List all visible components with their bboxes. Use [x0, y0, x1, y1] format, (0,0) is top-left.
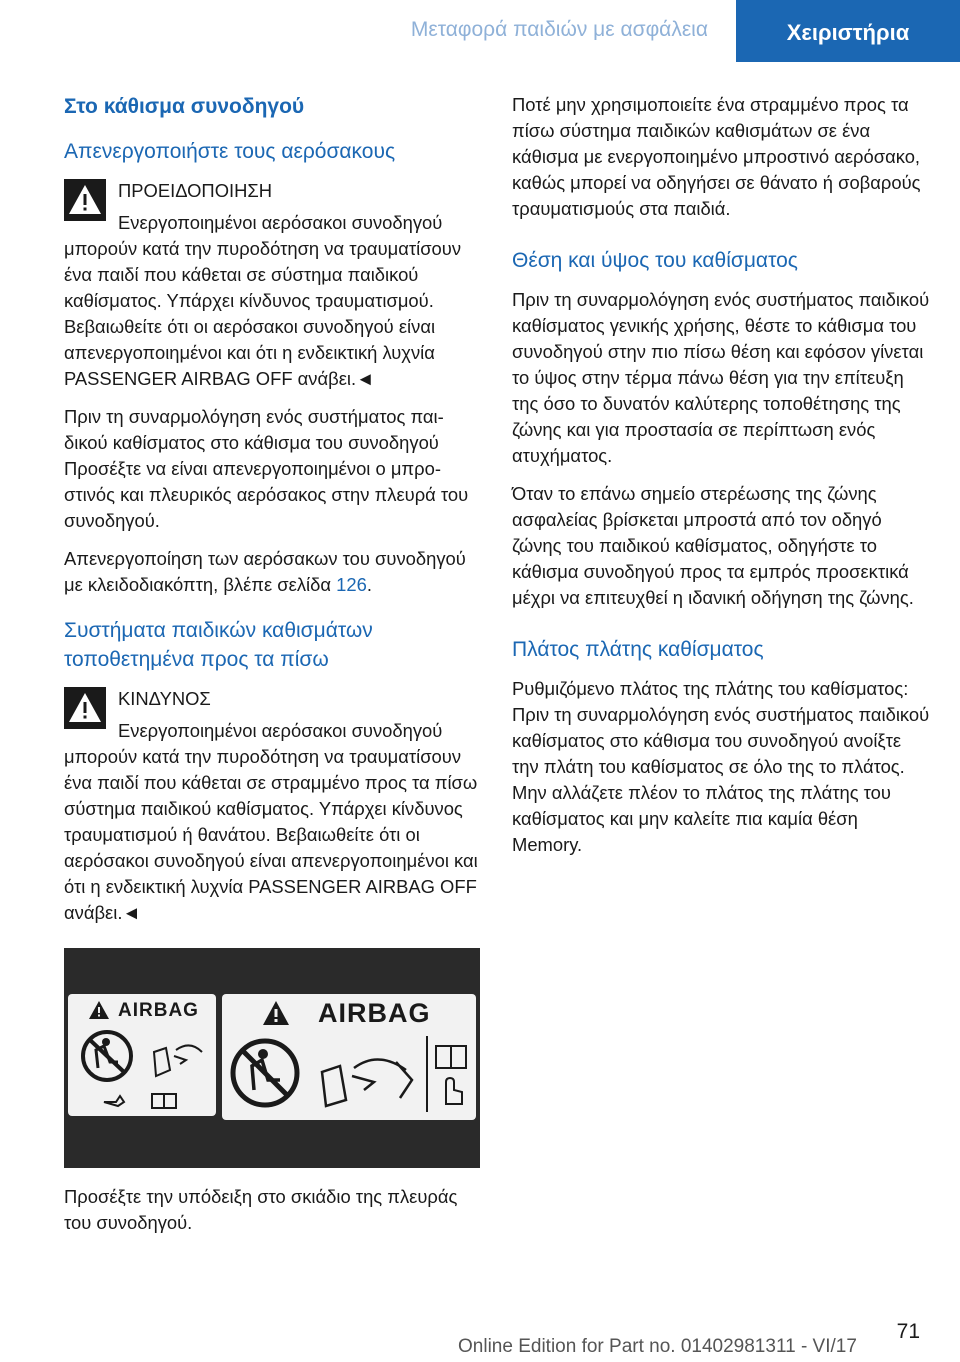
header-chapter-tab[interactable]: Χειριστήρια	[736, 0, 960, 62]
manual-reference-icon	[100, 1092, 190, 1110]
airbag-label-text: AIRBAG	[118, 1000, 199, 1021]
page-header	[0, 0, 960, 62]
paragraph: Όταν το επάνω σημείο στερέωσης της ζώνης ασφαλείας βρίσκεται μπροστά από τον οδηγό ζώνης του παιδικού καθίσματος, οδηγήστε το κάθισμα συνοδηγού προς τα εμπρός προσεκτικά μέχρι να επιτευχθεί η ιδανική οδήγηση της ζώνης.	[512, 483, 914, 608]
airbag-label-photo	[64, 948, 480, 1168]
paragraph: Πριν τη συναρμολόγηση ενός συστήματος παιδικού καθίσματος γενικής χρήσης, θέστε το κάθισμα του συνοδηγού στην πιο πίσω θέση και εφόσον γίνεται το ύψος στην τέρμα πάνω θέση για την επίτευξη της όσο το δυνατόν καλύτερης τοποθέτησης της ζώνης και για προστασία σε περίπτωση ενός ατυχήματος.	[512, 289, 930, 466]
airbag-deploy-icon	[146, 1030, 208, 1082]
no-child-seat-icon	[76, 1028, 138, 1084]
warning-text: Ενεργοποιημένοι αερόσακοι συνοδηγού μπορούν κατά την πυροδότηση να τραυματίσουν ένα παιδί που κάθεται σε σύστημα παιδικού καθίσματος. Υπάρχει κίνδυνος τραυματισμού. Βεβαιωθείτε ότι οι αερόσακοι συνοδηγού είναι απενεργοποιημένοι και ότι η ενδεικτική λυχνία PASSENGER AIRBAG OFF ανάβει.◄	[64, 212, 462, 389]
page-reference-link[interactable]: 126	[336, 574, 367, 595]
warning-triangle-icon	[88, 1000, 110, 1020]
danger-block	[64, 686, 480, 926]
airbag-label-text: AIRBAG	[318, 998, 431, 1028]
warning-label: ΠΡΟΕΙΔΟΠΟΙΗΣΗ	[118, 180, 273, 201]
warning-triangle-icon	[64, 179, 106, 221]
left-column	[64, 92, 480, 1248]
page-number: 71	[896, 1320, 920, 1343]
paragraph: Ρυθμιζόμενο πλάτος της πλάτης του καθίσματος: Πριν τη συναρμολόγηση ενός συστήματος παιδικού καθίσματος στο κάθισμα του συνοδηγού ανοίξτε την πλάτη του καθίσματος σε όλο της το πλάτος. Μην αλλάζετε πλέον το πλάτος της πλάτης του καθίσματος και μην καλείτε πια καμία θέση Memory.	[512, 678, 930, 855]
figure-caption: Προσέξτε την υπόδειξη στο σκιάδιο της πλευράς του συνοδηγού.	[64, 1186, 458, 1233]
danger-triangle-icon	[64, 687, 106, 729]
section-title: Στο κάθισμα συνοδηγού	[64, 95, 305, 118]
label-divider	[426, 1036, 428, 1112]
warning-block	[64, 178, 480, 392]
section-heading: Συστήματα παιδικών καθισμάτων τοποθετημένα προς τα πίσω	[64, 619, 373, 671]
airbag-label-small	[68, 994, 216, 1116]
paragraph-text: Απενεργοποίηση των αερόσακων του συνοδηγού με κλειδοδιακόπτη, βλέπε σελίδα	[64, 548, 466, 595]
manual-reference-icon	[434, 1044, 470, 1108]
no-child-seat-icon	[228, 1036, 302, 1110]
paragraph-end: .	[366, 574, 372, 595]
header-section-title: Μεταφορά παιδιών με ασφάλεια	[410, 18, 708, 41]
paragraph-with-reference	[64, 546, 480, 598]
danger-label: ΚΙΝΔΥΝΟΣ	[118, 688, 211, 709]
section-heading: Θέση και ύψος του καθίσματος	[512, 249, 798, 272]
danger-text: Ενεργοποιημένοι αερόσακοι συνοδηγού μπορούν κατά την πυροδότηση να τραυματίσουν ένα παιδί που κάθεται σε στραμμένο προς τα πίσω σύστημα παιδικού καθίσματος. Υπάρχει κίνδυνος τραυματισμού ή θανάτου. Βεβαιωθείτε ότι οι αερόσακοι συνοδηγού είναι απενεργοποιημένοι και ότι η ενδεικτική λυχνία PASSENGER AIRBAG OFF ανάβει.◄	[64, 720, 478, 923]
airbag-label-large	[222, 994, 476, 1120]
section-heading: Πλάτος πλάτης καθίσματος	[512, 638, 764, 661]
warning-triangle-icon	[262, 1000, 290, 1026]
subsection-title: Απενεργοποιήστε τους αερόσακους	[64, 140, 396, 163]
right-column	[512, 92, 932, 870]
paragraph: Ποτέ μην χρησιμοποιείτε ένα στραμμένο προς τα πίσω σύστημα παιδικών καθισμάτων σε ένα κάθισμα με ενεργοποιημένο μπροστινό αερόσακο, καθώς μπορεί να οδηγήσει σε θάνατο ή σοβαρούς τραυματισμούς στα παιδιά.	[512, 94, 921, 219]
edition-note: Online Edition for Part no. 01402981311 - VI/17	[458, 1336, 857, 1357]
paragraph: Πριν τη συναρμολόγηση ενός συστήματος παιδικού καθίσματος στο κάθισμα του συνοδηγού Προσέξτε να είναι απενεργοποιημένοι ο μπροστινός και πλευρικός αερόσακος στην πλευρά του συνοδηγού.	[64, 406, 469, 531]
airbag-deploy-icon	[312, 1042, 422, 1112]
